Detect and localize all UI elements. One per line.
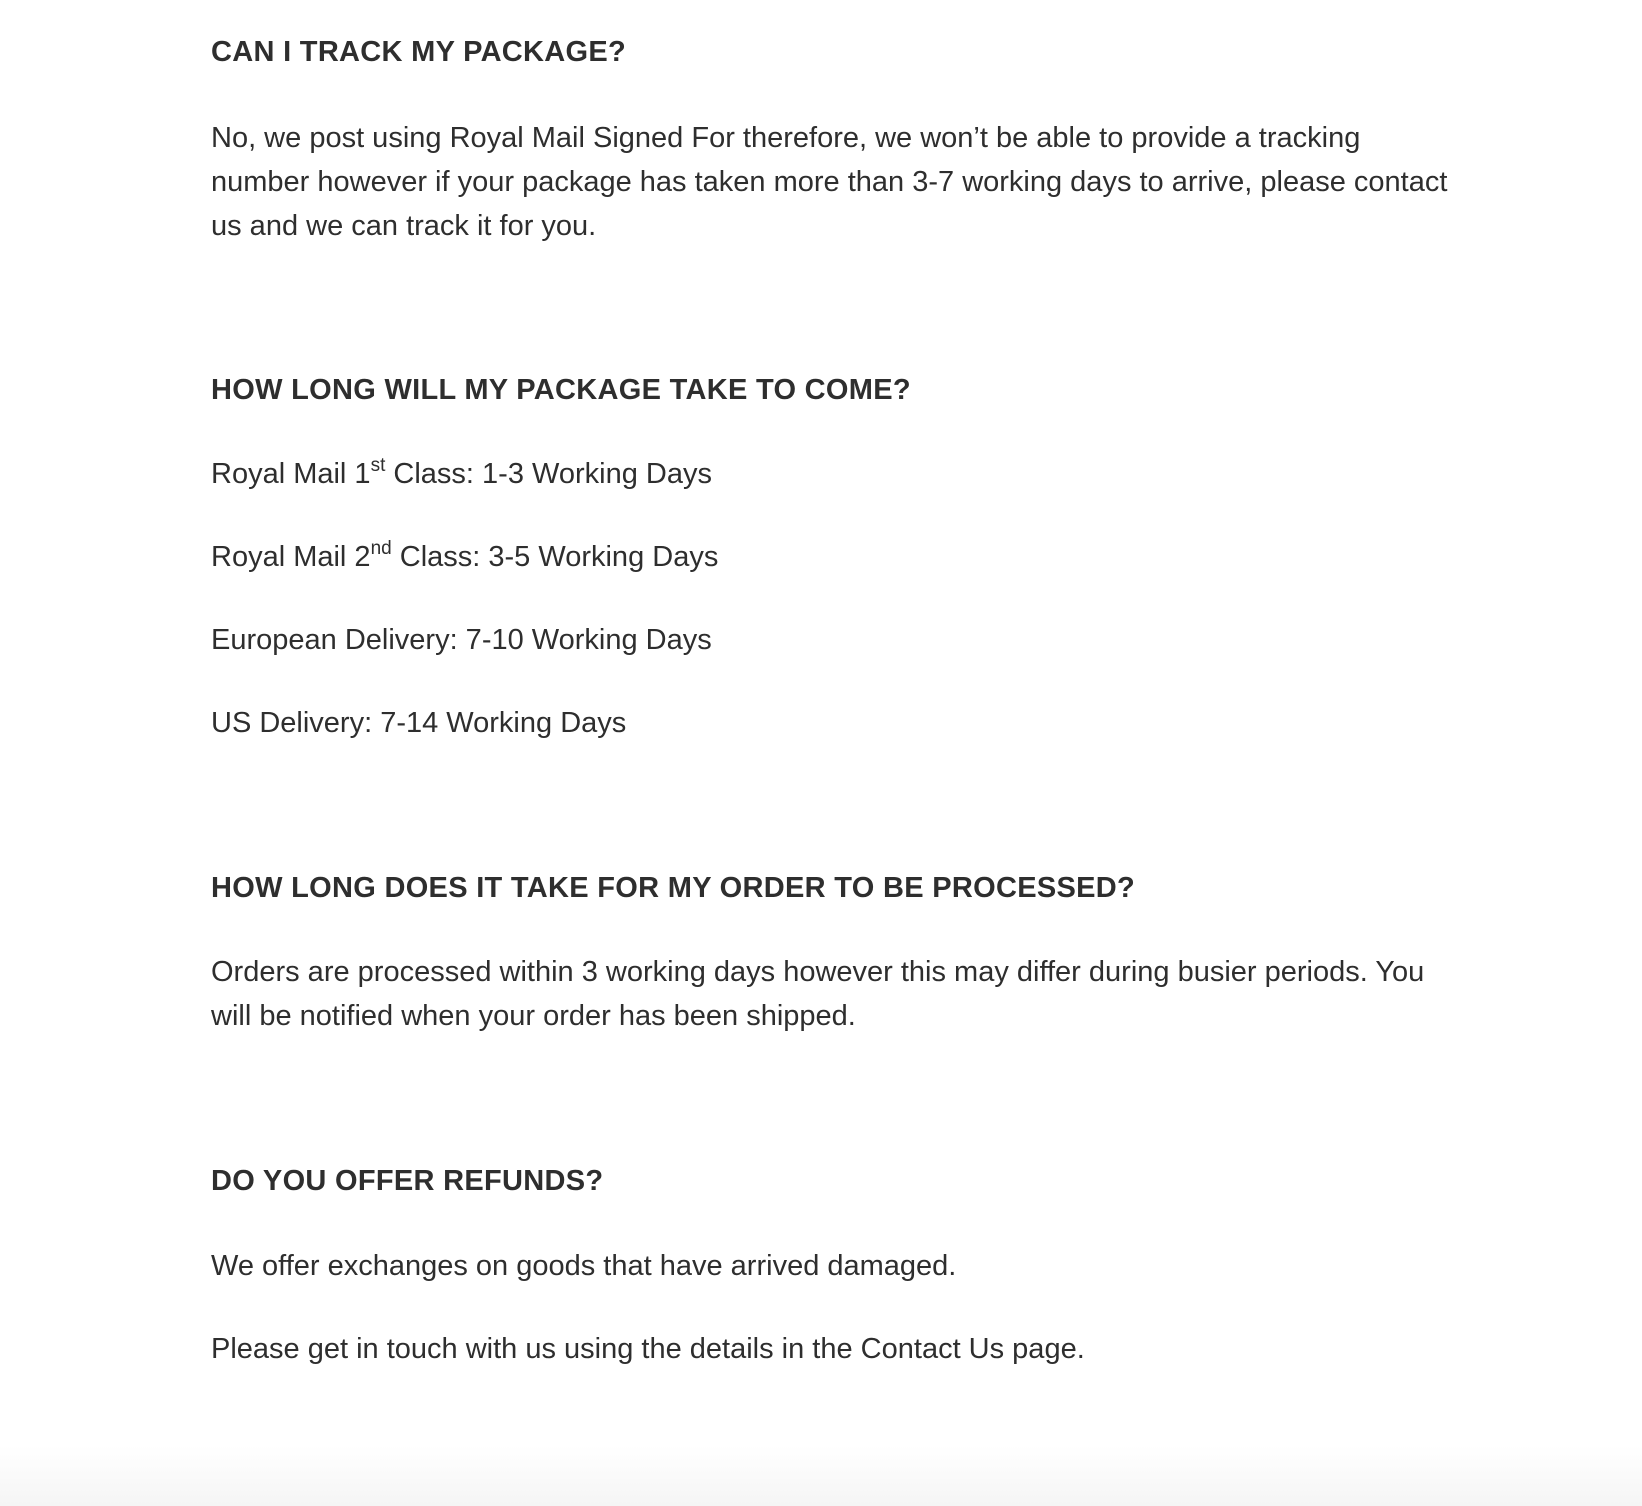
delivery-first-class-prefix: Royal Mail 1 <box>211 458 371 490</box>
delivery-second-class <box>211 535 1451 579</box>
faq-question-tracking: CAN I TRACK MY PACKAGE? <box>211 36 627 68</box>
delivery-first-class <box>211 452 1451 496</box>
bottom-fade <box>0 1446 1642 1506</box>
delivery-second-class-prefix: Royal Mail 2 <box>211 541 371 573</box>
faq-question-refunds: DO YOU OFFER REFUNDS? <box>211 1165 604 1197</box>
faq-answer-processing: Orders are processed within 3 working days however this may differ during busier periods. You will be notified when your order has been shipped. <box>211 956 1425 1032</box>
faq-answer-refunds-2: Please get in touch with us using the details in the Contact Us page. <box>211 1333 1085 1365</box>
delivery-us: US Delivery: 7-14 Working Days <box>211 707 627 739</box>
faq-question-delivery-time: HOW LONG WILL MY PACKAGE TAKE TO COME? <box>211 374 911 406</box>
faq-answer-tracking: No, we post using Royal Mail Signed For therefore, we won’t be able to provide a tracking number however if your package has taken more than 3-7 working days to arrive, please contact us and we can track it for you. <box>211 122 1448 242</box>
faq-question-processing: HOW LONG DOES IT TAKE FOR MY ORDER TO BE PROCESSED? <box>211 872 1136 904</box>
delivery-first-class-rest: Class: 1-3 Working Days <box>385 458 712 490</box>
faq-answer-refunds-1: We offer exchanges on goods that have arrived damaged. <box>211 1250 957 1282</box>
delivery-second-class-rest: Class: 3-5 Working Days <box>391 541 719 573</box>
delivery-second-class-ordinal: nd <box>370 538 392 559</box>
delivery-first-class-ordinal: st <box>370 455 386 476</box>
delivery-european: European Delivery: 7-10 Working Days <box>211 624 712 656</box>
